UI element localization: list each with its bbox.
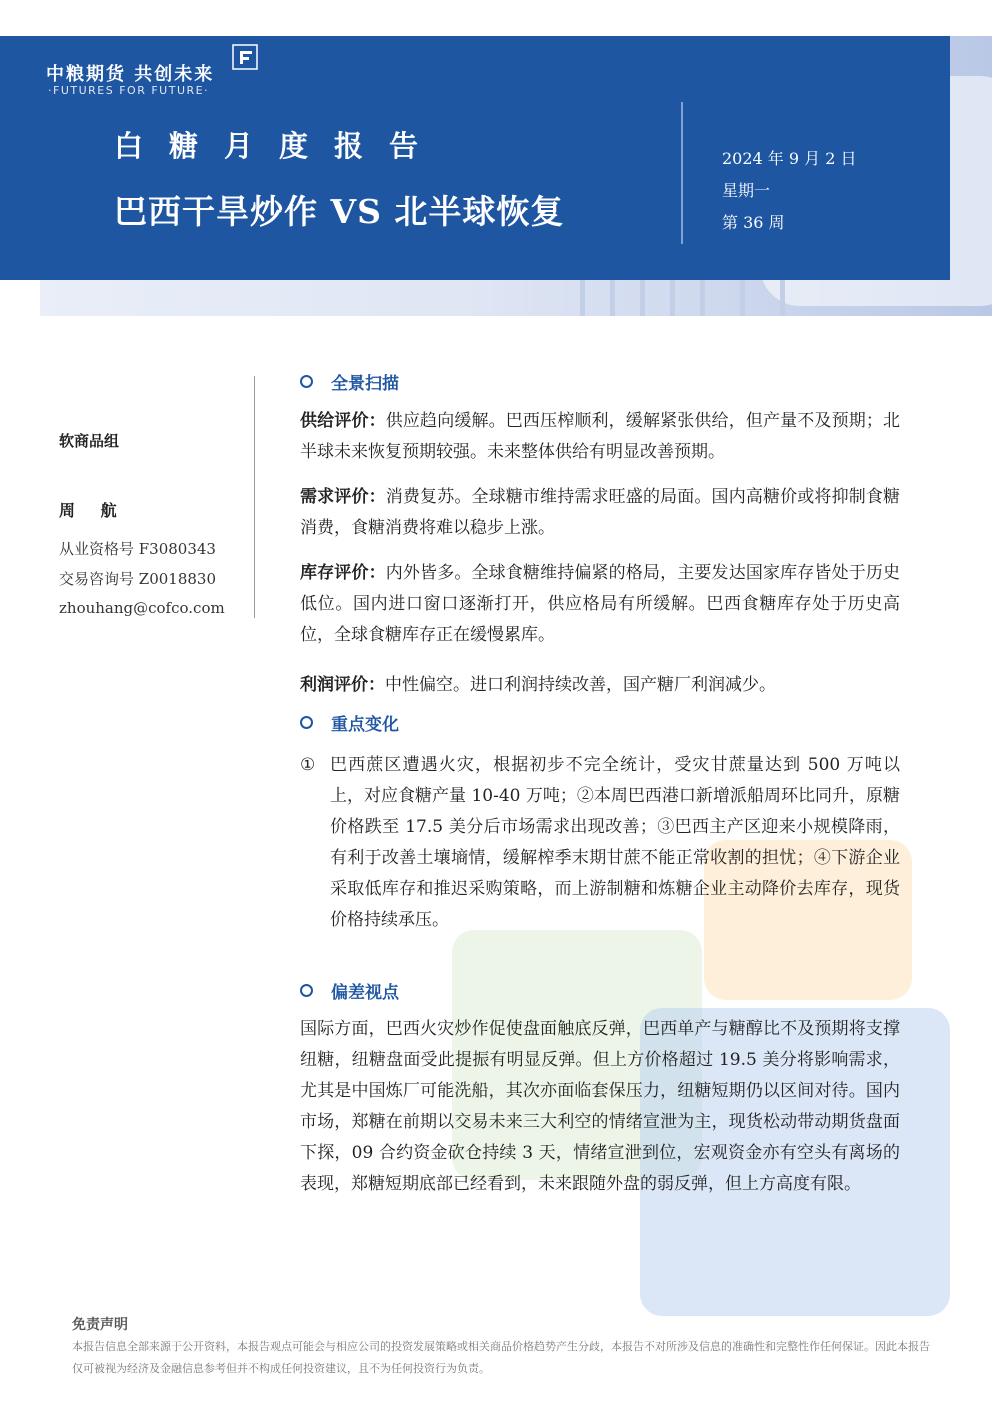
bullet-circle-icon	[300, 716, 313, 729]
inventory-label: 库存评价：	[300, 563, 386, 583]
disclaimer-text: 本报告信息全部来源于公开资料，本报告观点可能会与相应公司的投资发展策略或相关商品价格趋势产生分歧，本报告不对所涉及信息的准确性和完整性作任何保证。因此本报告仅可被视为经济及金融信息参考但并不构成任何投资建议，且不为任何投资行为负责。	[72, 1340, 930, 1375]
view-paragraph: 国际方面，巴西火灾炒作促使盘面触底反弹，巴西单产与糖醇比不及预期将支撑纽糖，纽糖盘面受此提振有明显反弹。但上方价格超过 19.5 美分将影响需求，尤其是中国炼厂可能洗船，其次亦面临套保压力，纽糖短期仍以区间对待。国内市场，郑糖在前期以交易未来三大利空的情绪宣泄为主，现货松动带动期货盘面下探，09 合约资金砍仓持续 3 天，情绪宣泄到位，宏观资金亦有空头有离场的表现，郑糖短期底部已经看到，未来跟随外盘的弱反弹，但上方高度有限。	[300, 1019, 900, 1194]
report-week: 第 36 周	[722, 213, 785, 232]
inventory-paragraph	[300, 558, 900, 651]
demand-paragraph	[300, 482, 900, 544]
key-changes-text: 巴西蔗区遭遇火灾，根据初步不完全统计，受灾甘蔗量达到 500 万吨以上，对应食糖产量 10-40 万吨；②本周巴西港口新增派船周环比同升，原糖价格跌至 17.5 美分后市场需求出现改善；③巴西主产区迎来小规模降雨，有利于改善土壤墒情，缓解榨季末期甘蔗不能正常收割的担忧；④下游企业采取低库存和推迟采购策略，而上游制糖和炼糖企业主动降价去库存，现货价格持续承压。	[330, 755, 900, 930]
analyst-email[interactable]: zhouhang@cofco.com	[59, 599, 225, 617]
logo-text: 中粮期货 共创未来	[46, 64, 215, 85]
profit-text: 中性偏空。进口利润持续改善，国产糖厂利润减少。	[385, 675, 776, 695]
report-date: 2024 年 9 月 2 日	[722, 149, 857, 168]
section-title: 全景扫描	[331, 374, 399, 394]
section-heading-view	[300, 978, 399, 1003]
inventory-text: 内外皆多。全球食糖维持偏紧的格局，主要发达国家库存皆处于历史低位。国内进口窗口逐渐打开，供应格局有所缓解。巴西食糖库存处于历史高位，全球食糖库存正在缓慢累库。	[300, 563, 901, 645]
section-heading-overview	[300, 369, 399, 394]
list-marker: ①	[300, 755, 316, 775]
analyst-name: 周 航	[59, 501, 127, 520]
profit-paragraph	[300, 670, 900, 701]
company-logo-icon	[232, 44, 258, 70]
report-title: 白糖月度报告	[114, 129, 445, 163]
bullet-circle-icon	[300, 984, 313, 997]
logo-subtext: ·FUTURES FOR FUTURE·	[48, 84, 210, 97]
bullet-circle-icon	[300, 375, 313, 388]
supply-paragraph	[300, 406, 900, 468]
analyst-consult: 交易咨询号 Z0018830	[59, 570, 216, 588]
demand-label: 需求评价：	[300, 487, 386, 507]
profit-label: 利润评价：	[300, 675, 385, 695]
supply-label: 供给评价：	[300, 411, 386, 431]
analyst-group: 软商品组	[59, 432, 120, 450]
analyst-cert: 从业资格号 F3080343	[59, 540, 216, 558]
sidebar-divider	[254, 376, 255, 618]
section-title: 偏差视点	[331, 983, 399, 1003]
report-weekday: 星期一	[722, 181, 771, 200]
section-title: 重点变化	[331, 715, 399, 735]
demand-text: 消费复苏。全球糖市维持需求旺盛的局面。国内高糖价或将抑制食糖消费，食糖消费将难以稳步上涨。	[300, 487, 901, 538]
section-heading-changes	[300, 710, 399, 735]
header-divider	[681, 102, 683, 244]
report-subtitle: 巴西干旱炒作 VS 北半球恢复	[114, 192, 565, 231]
supply-text: 供应趋向缓解。巴西压榨顺利，缓解紧张供给，但产量不及预期；北半球未来恢复预期较强。未来整体供给有明显改善预期。	[300, 411, 901, 462]
disclaimer-title: 免责声明	[72, 1317, 128, 1333]
